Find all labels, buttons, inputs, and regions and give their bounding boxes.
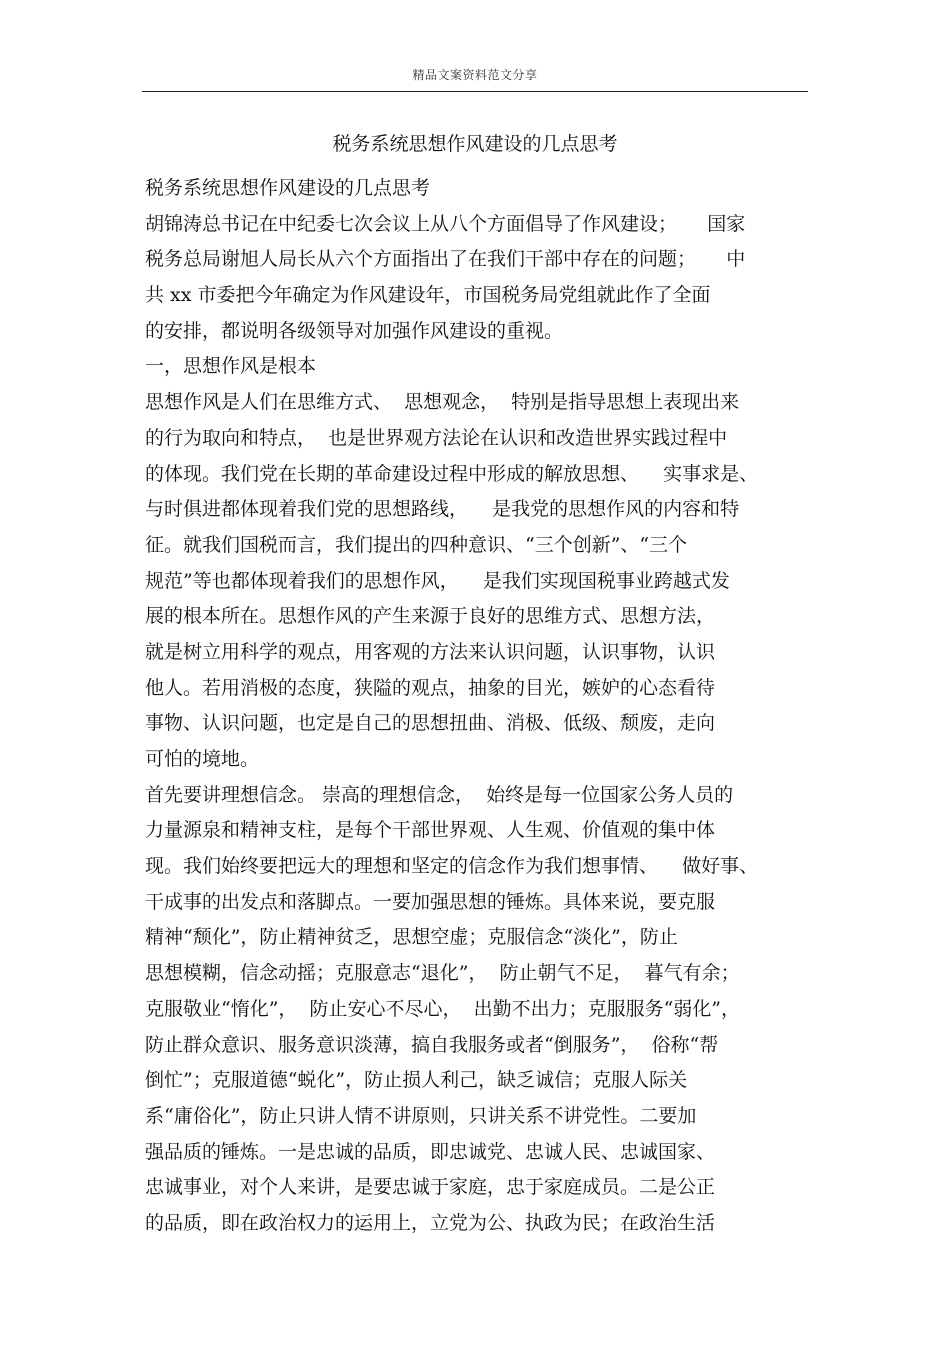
document-title: 税务系统思想作风建设的几点思考 bbox=[332, 133, 618, 155]
text-line: 就是树立用科学的观点，用客观的方法来认识问题，认识事物，认识 bbox=[145, 640, 716, 663]
text-line: 思想模糊，信念动摇；克服意志“退化”， 防止朝气不足， 暮气有余； bbox=[145, 962, 740, 985]
text-line: 精神“颓化”，防止精神贫乏，思想空虚；克服信念“淡化”，防止 bbox=[145, 926, 678, 949]
text-line: 事物、认识问题，也定是自己的思想扭曲、消极、低级、颓废，走向 bbox=[145, 712, 716, 735]
text-line: 系“庸俗化”，防止只讲人情不讲原则，只讲关系不讲党性。二要加 bbox=[145, 1104, 697, 1127]
text-line: 税务系统思想作风建设的几点思考 bbox=[145, 177, 431, 199]
text-line: 的品质，即在政治权力的运用上，立党为公、执政为民；在政治生活 bbox=[145, 1211, 716, 1234]
text-line: 展的根本所在。思想作风的产生来源于良好的思维方式、思想方法， bbox=[145, 605, 716, 628]
text-line: 干成事的出发点和落脚点。一要加强思想的锤炼。具体来说，要克服 bbox=[145, 890, 716, 913]
text-line: 防止群众意识、服务意识淡薄，搞自我服务或者“倒服务”， 俗称“帮 bbox=[145, 1033, 719, 1056]
document-body bbox=[145, 171, 805, 1242]
text-line: 思想作风是人们在思维方式、 思想观念， 特别是指导思想上表现出来 bbox=[145, 391, 740, 414]
text-line: 克服敬业“惰化”， 防止安心不尽心， 出勤不出力；克服服务“弱化”， bbox=[145, 997, 741, 1020]
text-line: 的行为取向和特点， 也是世界观方法论在认识和改造世界实践过程中 bbox=[145, 426, 728, 449]
text-line: 共 xx 市委把今年确定为作风建设年，市国税务局党组就此作了全面 bbox=[145, 284, 711, 307]
text-line: 忠诚事业，对个人来讲，是要忠诚于家庭，忠于家庭成员。二是公正 bbox=[145, 1176, 716, 1199]
text-line: 现。我们始终要把远大的理想和坚定的信念作为我们想事情、 做好事、 bbox=[145, 855, 759, 878]
text-line: 强品质的锤炼。一是忠诚的品质，即忠诚党、忠诚人民、忠诚国家、 bbox=[145, 1140, 716, 1163]
text-line: 一，思想作风是根本 bbox=[145, 355, 317, 378]
text-line: 胡锦涛总书记在中纪委七次会议上从八个方面倡导了作风建设； 国家 bbox=[145, 212, 746, 235]
text-line: 税务总局谢旭人局长从六个方面指出了在我们干部中存在的问题； 中 bbox=[145, 248, 746, 271]
text-line: 规范”等也都体现着我们的思想作风， 是我们实现国税事业跨越式发 bbox=[145, 569, 730, 592]
text-line: 他人。若用消极的态度，狭隘的观点，抽象的目光，嫉妒的心态看待 bbox=[145, 676, 716, 699]
page-header: 精品文案资料范文分享 bbox=[412, 68, 538, 82]
text-line: 可怕的境地。 bbox=[145, 748, 260, 770]
text-line: 征。就我们国税而言，我们提出的四种意识、“三个创新”、“三个 bbox=[145, 533, 688, 556]
text-line: 力量源泉和精神支柱，是每个干部世界观、人生观、价值观的集中体 bbox=[145, 819, 716, 842]
text-line: 与时俱进都体现着我们党的思想路线， 是我党的思想作风的内容和特 bbox=[145, 498, 740, 521]
text-line: 的安排，都说明各级领导对加强作风建设的重视。 bbox=[145, 319, 564, 342]
text-line: 的体现。我们党在长期的革命建设过程中形成的解放思想、 实事求是、 bbox=[145, 462, 759, 485]
text-line: 首先要讲理想信念。 崇高的理想信念， 始终是每一位国家公务人员的 bbox=[145, 783, 734, 806]
text-line: 倒忙”；克服道德“蜕化”，防止损人利己，缺乏诚信；克服人际关 bbox=[145, 1069, 688, 1092]
header-divider bbox=[142, 91, 808, 92]
